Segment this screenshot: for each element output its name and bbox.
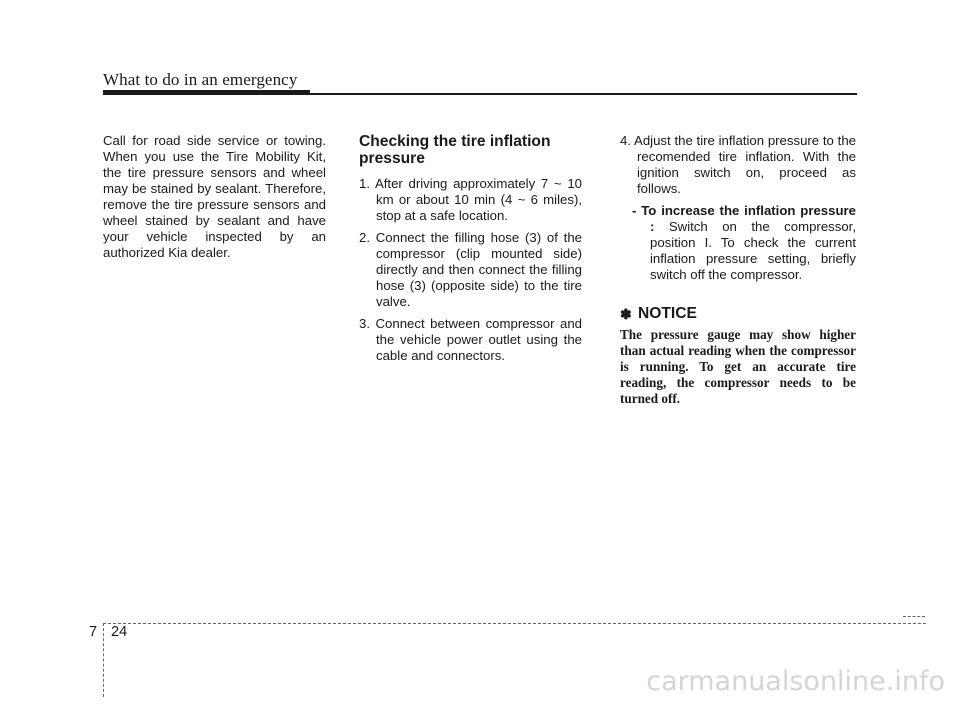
notice-icon: ✽ (620, 306, 632, 322)
step-3: 3. Connect between compressor and the vehicle power outlet using the cable and connectors. (359, 316, 582, 363)
substep-lead: - To increase the inflation pressure : (632, 203, 856, 234)
page-number: 24 (111, 624, 128, 640)
step-2: 2. Connect the filling hose (3) of the compressor (clip mounted side) directly and then connect the filling hose (3) (opposite side) to the tire valve. (359, 230, 582, 309)
section-heading: Checking the tire inflation pressure (359, 133, 551, 167)
watermark: carmanualsonline.info (646, 666, 945, 697)
substep-increase-pressure (628, 203, 856, 283)
step-4: 4. Adjust the tire inflation pressure to the recomended tire inflation. With the ignition switch on, proceed as follows. (620, 133, 856, 196)
notice-body: The pressure gauge may show higher than actual reading when the compressor is running. To get an accurate tire reading, the compressor needs to be turned off. (620, 327, 856, 406)
notice-label: NOTICE (638, 305, 697, 322)
chapter-number: 7 (89, 624, 98, 640)
column-2 (359, 133, 582, 370)
substep-text: Switch on the compressor, position I. To check the current inflation pressure setting, briefly switch off the compressor. (650, 219, 856, 282)
column-1 (103, 133, 326, 261)
header-title: What to do in an emergency (103, 70, 298, 89)
intro-paragraph: Call for road side service or towing. When you use the Tire Mobility Kit, the tire pressure sensors and wheel may be stained by sealant. Therefore, remove the tire pressure sensors and wheel stained by sealant and have your vehicle inspected by an authorized Kia dealer. (103, 133, 326, 260)
footer-vertical-rule (103, 623, 104, 697)
footer-rule (103, 623, 926, 624)
step-1: 1. After driving approximately 7 ~ 10 km or about 10 min (4 ~ 6 miles), stop at a safe location. (359, 176, 582, 223)
footer-corner-mark (903, 616, 925, 617)
column-3 (620, 133, 856, 407)
notice-heading (620, 305, 856, 323)
header-rule (103, 93, 857, 95)
